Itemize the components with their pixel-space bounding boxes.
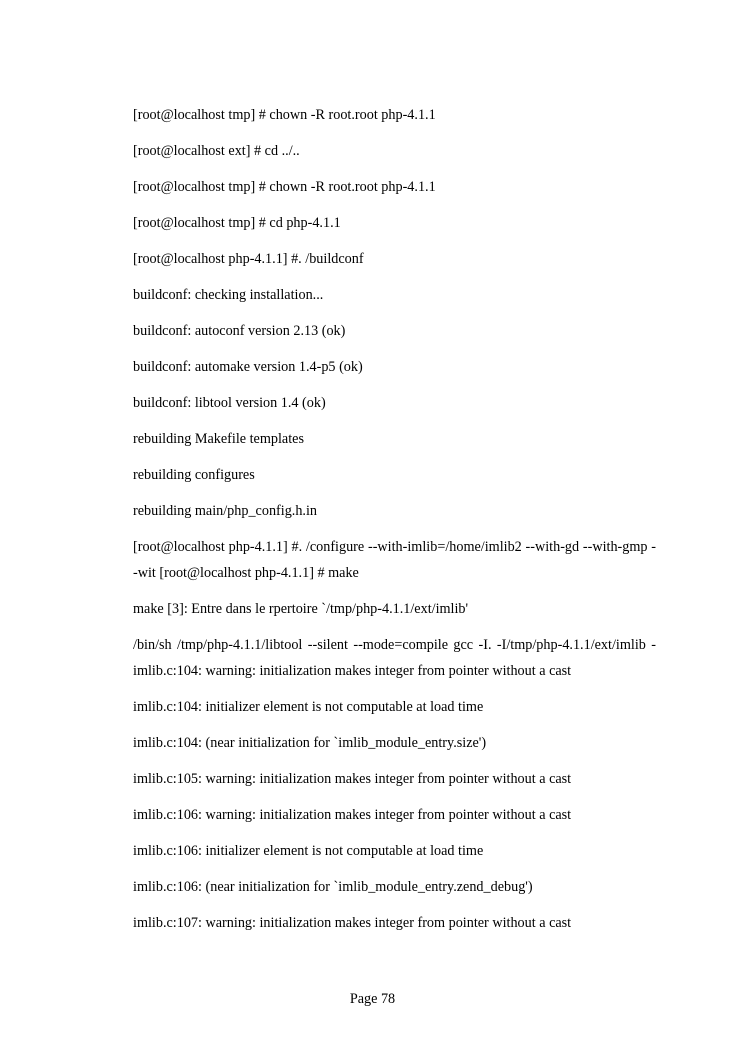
text-line: buildconf: autoconf version 2.13 (ok)	[133, 323, 346, 339]
text-line: rebuilding main/php_config.h.in	[133, 503, 318, 519]
text-line: imlib.c:106: warning: initialization makes integer from pointer without a cast	[133, 807, 572, 823]
text-line: [root@localhost php-4.1.1] #. /configure --with-imlib=/home/imlib2 --with-gd --with-gmp --wit [root@localhost php-4.1.1] # make	[133, 539, 656, 581]
text-line: /bin/sh /tmp/php-4.1.1/libtool --silent --mode=compile gcc -I. -I/tmp/php-4.1.1/ext/imlib -imlib.c:104: warning: initialization makes integer from pointer without a cast	[133, 637, 656, 679]
page-number: Page 78	[349, 991, 396, 1007]
text-line: buildconf: checking installation...	[133, 287, 324, 303]
text-line: [root@localhost tmp] # chown -R root.root php-4.1.1	[133, 107, 436, 123]
text-line: [root@localhost ext] # cd ../..	[133, 143, 300, 159]
text-line: imlib.c:105: warning: initialization makes integer from pointer without a cast	[133, 771, 572, 787]
text-line: imlib.c:107: warning: initialization makes integer from pointer without a cast	[133, 915, 572, 931]
text-line: buildconf: automake version 1.4-p5 (ok)	[133, 359, 363, 375]
document-body	[133, 102, 656, 946]
text-line: imlib.c:104: (near initialization for `imlib_module_entry.size')	[133, 735, 487, 751]
text-line: imlib.c:106: (near initialization for `imlib_module_entry.zend_debug')	[133, 879, 533, 895]
text-line: [root@localhost php-4.1.1] #. /buildconf	[133, 251, 364, 267]
text-line: buildconf: libtool version 1.4 (ok)	[133, 395, 326, 411]
text-line: imlib.c:106: initializer element is not computable at load time	[133, 843, 484, 859]
text-line: rebuilding configures	[133, 467, 255, 483]
text-line: [root@localhost tmp] # cd php-4.1.1	[133, 215, 341, 231]
text-line: rebuilding Makefile templates	[133, 431, 304, 447]
text-line: make [3]: Entre dans le rpertoire `/tmp/php-4.1.1/ext/imlib'	[133, 601, 469, 617]
text-line: imlib.c:104: initializer element is not computable at load time	[133, 699, 484, 715]
text-line: [root@localhost tmp] # chown -R root.root php-4.1.1	[133, 179, 436, 195]
